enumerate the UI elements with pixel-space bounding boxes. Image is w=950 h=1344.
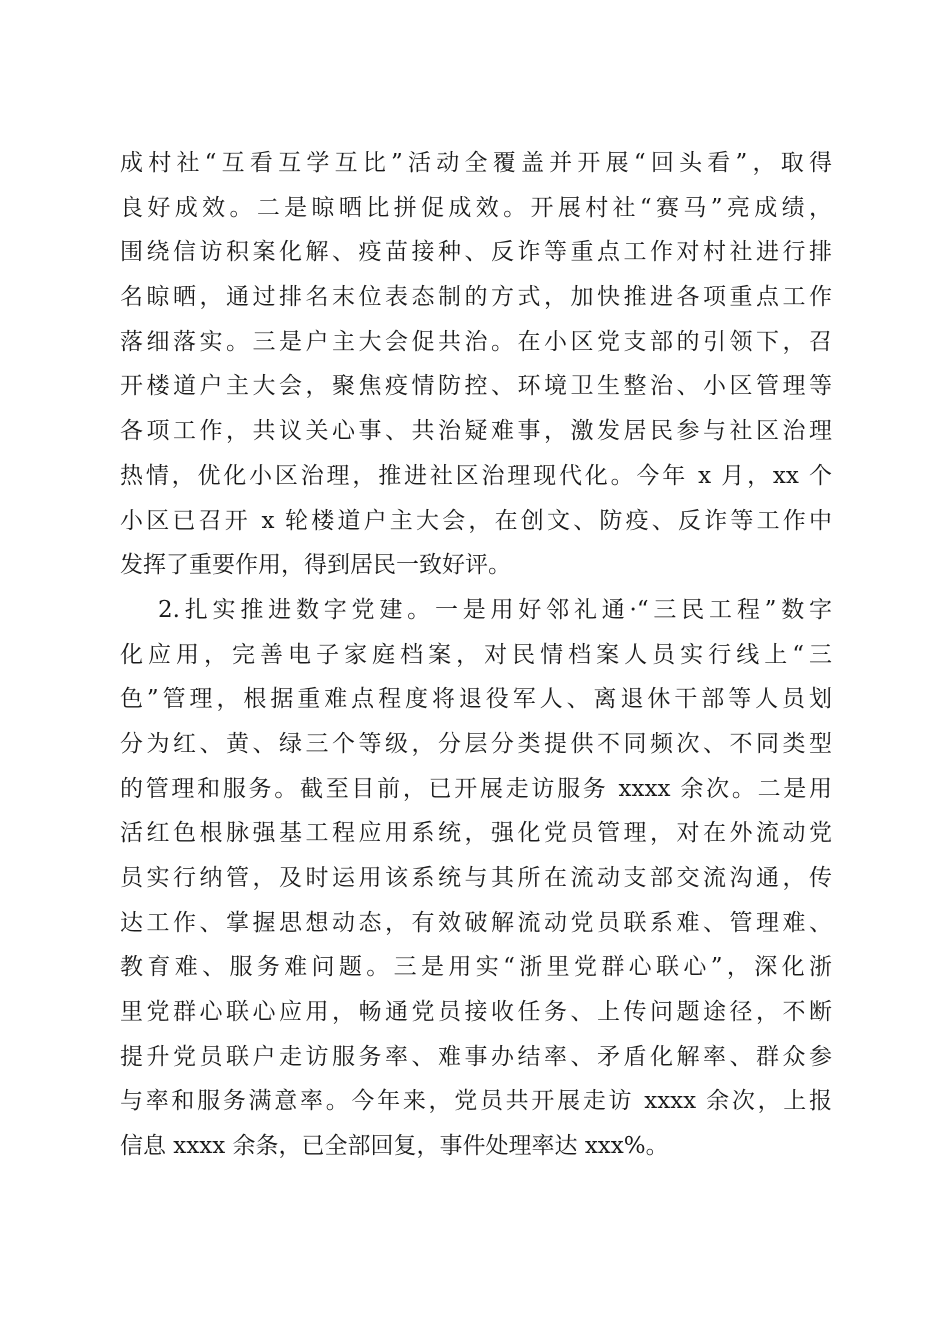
- paragraph-1-line: 发挥了重要作用，得到居民一致好评。: [120, 552, 511, 579]
- paragraph-1-line: 各项工作，共议关心事、共治疑难事，激发居民参与社区治理: [120, 418, 832, 445]
- paragraph-2-line: 分为红、黄、绿三个等级，分层分类提供不同频次、不同类型: [120, 730, 832, 757]
- paragraph-1-line: 热情，优化小区治理，推进社区治理现代化。今年 x 月，xx 个: [120, 462, 832, 489]
- paragraph-2-line: 达工作、掌握思想动态，有效破解流动党员联系难、管理难、: [120, 909, 832, 936]
- document-body: [120, 141, 832, 1169]
- paragraph-1-line: 成村社“互看互学互比”活动全覆盖并开展“回头看”，取得: [120, 150, 832, 176]
- paragraph-2-line: 与率和服务满意率。今年来，党员共开展走访 xxxx 余次，上报: [120, 1088, 832, 1115]
- paragraph-1-line: 良好成效。二是晾晒比拼促成效。开展村社“赛马”亮成绩，: [120, 194, 832, 221]
- paragraph-1-line: 围绕信访积案化解、疫苗接种、反诈等重点工作对村社进行排: [120, 239, 832, 266]
- paragraph-2-line: 2.扎实推进数字党建。一是用好邻礼通·“三民工程”数字: [158, 596, 832, 623]
- paragraph-2-line: 员实行纳管，及时运用该系统与其所在流动支部交流沟通，传: [120, 865, 832, 891]
- paragraph-2-line: 教育难、服务难问题。三是用实“浙里党群心联心”，深化浙: [120, 954, 832, 981]
- paragraph-2-line: 活红色根脉强基工程应用系统，强化党员管理，对在外流动党: [120, 820, 832, 847]
- paragraph-2-line: 提升党员联户走访服务率、难事办结率、矛盾化解率、群众参: [120, 1043, 832, 1070]
- paragraph-1-line: 开楼道户主大会，聚焦疫情防控、环境卫生整治、小区管理等: [120, 373, 832, 400]
- paragraph-1-line: 小区已召开 x 轮楼道户主大会，在创文、防疫、反诈等工作中: [120, 507, 832, 534]
- paragraph-2-line: 信息 xxxx 余条，已全部回复，事件处理率达 xxx%。: [120, 1133, 669, 1160]
- paragraph-1-line: 落细落实。三是户主大会促共治。在小区党支部的引领下，召: [120, 328, 832, 355]
- paragraph-1-line: 名晾晒，通过排名末位表态制的方式，加快推进各项重点工作: [120, 284, 832, 311]
- paragraph-2-line: 色”管理，根据重难点程度将退役军人、离退休干部等人员划: [120, 686, 832, 713]
- paragraph-2-line: 的管理和服务。截至目前，已开展走访服务 xxxx 余次。二是用: [120, 775, 832, 802]
- paragraph-2-line: 里党群心联心应用，畅通党员接收任务、上传问题途径，不断: [120, 999, 832, 1026]
- paragraph-2-line: 化应用，完善电子家庭档案，对民情档案人员实行线上“三: [120, 641, 832, 668]
